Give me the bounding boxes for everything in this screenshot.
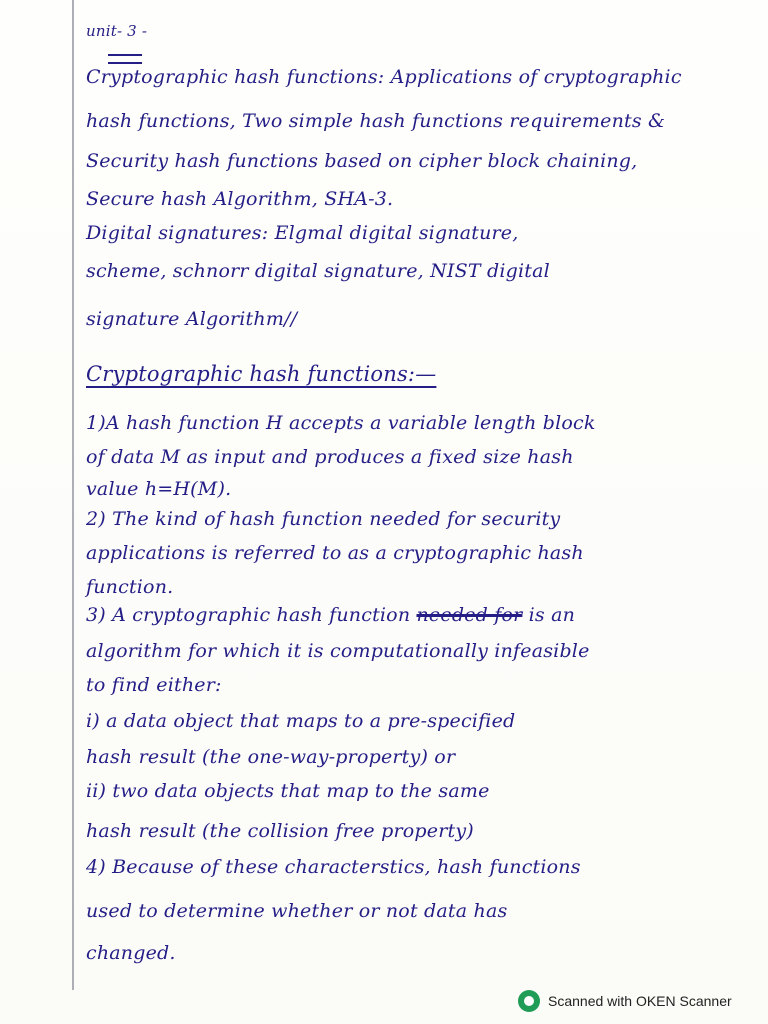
body-line-14: used to determine whether or not data has [86,900,508,922]
syllabus-line-2: hash functions, Two simple hash functions requirements & [86,110,666,132]
body-line-4: 2) The kind of hash function needed for security [86,508,561,530]
syllabus-line-1: Cryptographic hash functions: Applications of cryptographic [86,66,682,88]
body-line-13: 4) Because of these characterstics, hash functions [86,856,581,878]
item3-struck-text: needed for [416,604,523,626]
body-line-item3 [86,604,575,626]
syllabus-line-4: Secure hash Algorithm, SHA-3. [86,188,394,210]
body-line-5: applications is referred to as a cryptographic hash [86,542,584,564]
title-double-underline [108,54,142,64]
body-line-9: i) a data object that maps to a pre-specified [86,710,516,732]
scanner-watermark-text: Scanned with OKEN Scanner [548,993,732,1009]
item3-start: 3) A cryptographic hash function [86,604,417,626]
syllabus-line-7: signature Algorithm// [86,308,298,330]
syllabus-line-5: Digital signatures: Elgmal digital signature, [86,222,519,244]
scanner-logo-icon [518,990,540,1012]
body-line-3: value h=H(M). [86,478,232,500]
unit-title: unit- 3 - [86,22,148,40]
body-line-11: ii) two data objects that map to the same [86,780,490,802]
section-heading: Cryptographic hash functions:— [86,362,437,386]
syllabus-line-3: Security hash functions based on cipher block chaining, [86,150,638,172]
body-line-2: of data M as input and produces a fixed size hash [86,446,574,468]
body-line-1: 1)A hash function H accepts a variable length block [86,412,596,434]
scanner-watermark [518,990,732,1012]
body-line-8: to find either: [86,674,222,696]
body-line-10: hash result (the one-way-property) or [86,746,456,768]
syllabus-line-6: scheme, schnorr digital signature, NIST digital [86,260,550,282]
body-line-6: function. [86,576,174,598]
margin-line [72,0,74,990]
item3-end: is an [522,604,576,626]
body-line-15: changed. [86,942,176,964]
body-line-7: algorithm for which it is computationally infeasible [86,640,590,662]
body-line-12: hash result (the collision free property) [86,820,474,842]
